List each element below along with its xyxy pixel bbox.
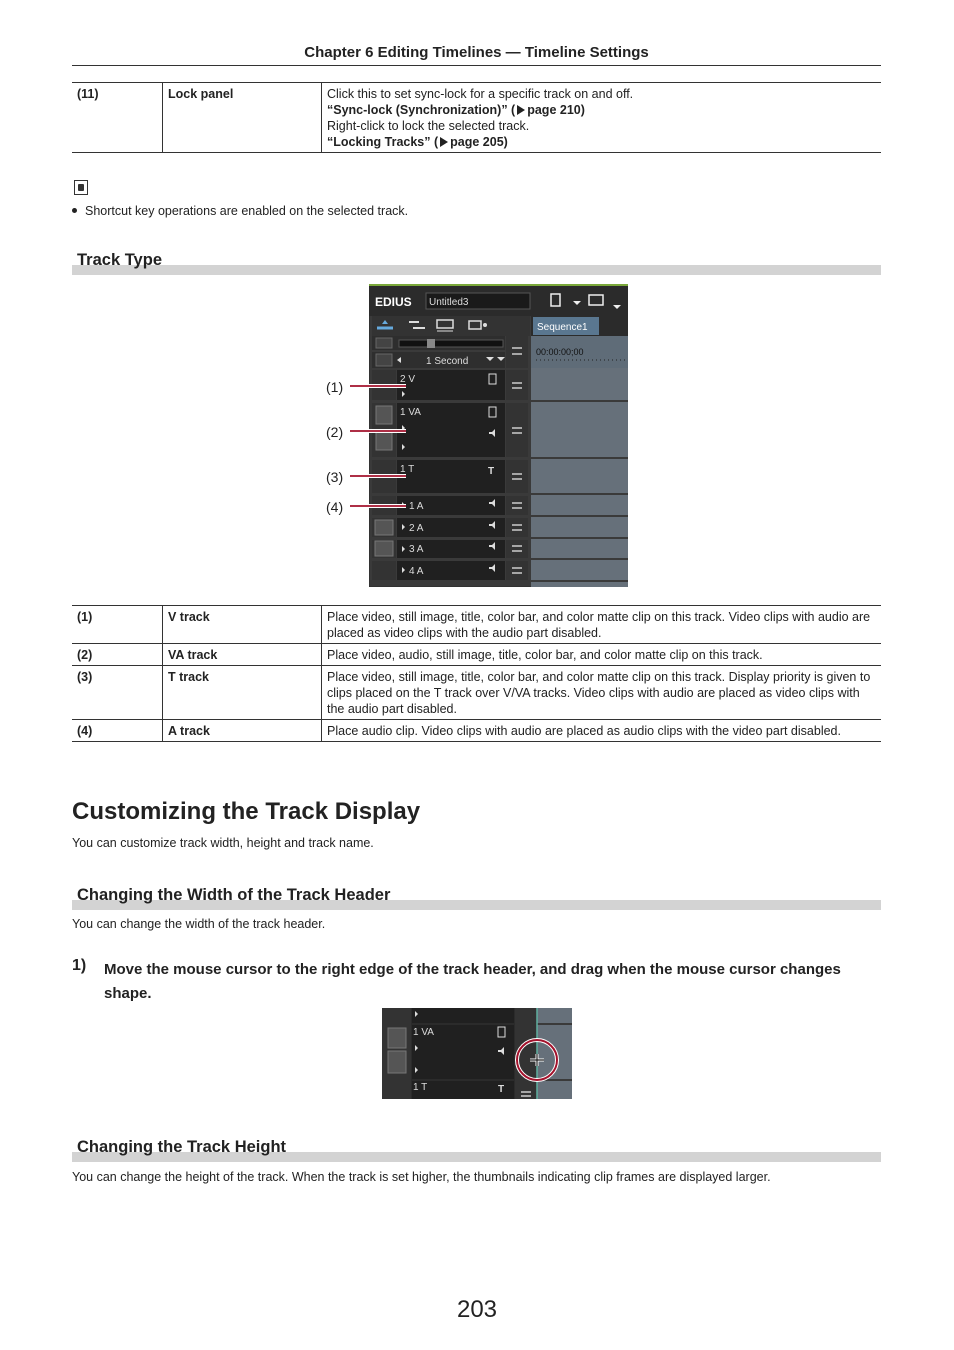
project-name: Untitled3: [429, 297, 469, 308]
svg-text:1 T: 1 T: [400, 464, 415, 475]
callout-2: (2): [326, 424, 344, 440]
step-text: Move the mouse cursor to the right edge of the track header, and drag when the mouse cursor changes shape.: [104, 961, 841, 1002]
callout-lines: [348, 380, 410, 520]
svg-text:3 A: 3 A: [409, 544, 424, 555]
callout-3: (3): [326, 469, 344, 485]
note-icon: [74, 180, 88, 195]
track-header-4a[interactable]: [372, 561, 528, 580]
svg-text:2 V: 2 V: [400, 374, 416, 385]
row-description: Place audio clip. Video clips with audio are placed as audio clips with the video part disabled.: [327, 724, 841, 738]
row-name: V track: [163, 606, 322, 644]
header-resize-screenshot: [382, 1008, 572, 1099]
table-row: [72, 720, 881, 742]
track-header-2a[interactable]: [372, 518, 528, 537]
page-arrow-icon: [517, 105, 525, 115]
ref-link-sync-lock[interactable]: “Sync-lock (Synchronization)” ( page 210): [327, 103, 585, 117]
small-track-1t: 1 T: [413, 1082, 428, 1093]
row-name: T track: [163, 666, 322, 720]
sequence-tab[interactable]: Sequence1: [537, 322, 588, 333]
bullet-icon: [72, 208, 77, 213]
page-number: 203: [456, 1296, 498, 1323]
row-name: A track: [163, 720, 322, 742]
table-row: [72, 666, 881, 720]
timecode-readout: 00:00:00;00: [536, 347, 584, 357]
main-intro: You can customize track width, height and track name.: [72, 836, 374, 850]
callout-4: (4): [326, 499, 344, 515]
row-number: (2): [72, 644, 163, 666]
svg-text:T: T: [498, 1084, 505, 1095]
note-bullet: Shortcut key operations are enabled on the selected track.: [72, 204, 408, 218]
step-number: 1): [72, 957, 87, 974]
track-header-3a[interactable]: [372, 540, 528, 558]
section-title-track-type: Track Type: [77, 251, 162, 269]
table-row: [72, 83, 881, 153]
section-bar: [72, 265, 881, 275]
page-arrow-icon: [440, 137, 448, 147]
row-number: (3): [72, 666, 163, 720]
desc-line: Click this to set sync-lock for a specific track on and off.: [327, 87, 634, 101]
row-number: (11): [72, 83, 163, 153]
ref-link-locking-tracks[interactable]: “Locking Tracks” ( page 205): [327, 135, 508, 149]
svg-text:T: T: [488, 466, 495, 477]
row-description: [322, 83, 882, 153]
row-name: Lock panel: [163, 83, 322, 153]
row-description: Place video, audio, still image, title, color bar, and color matte clip on this track.: [327, 648, 763, 662]
section-title-height: Changing the Track Height: [77, 1138, 287, 1156]
height-intro: You can change the height of the track. When the track is set higher, the thumbnails indicating clip frames are displayed larger.: [72, 1170, 771, 1184]
table-row: [72, 644, 881, 666]
svg-text:4 A: 4 A: [409, 566, 424, 577]
row-number: (4): [72, 720, 163, 742]
edius-logo: EDIUS: [375, 295, 412, 309]
svg-text:2 A: 2 A: [409, 523, 424, 534]
width-intro: You can change the width of the track header.: [72, 917, 326, 931]
row-number: (1): [72, 606, 163, 644]
main-heading: Customizing the Track Display: [72, 798, 421, 825]
table-row: [72, 606, 881, 644]
chapter-header: Chapter 6 Editing Timelines — Timeline Settings: [72, 44, 881, 66]
row-description: Place video, still image, title, color bar, and color matte clip on this track. Video clips with audio are placed as video clips with the audio part disabled.: [327, 610, 871, 640]
svg-text:1 VA: 1 VA: [400, 407, 421, 418]
lock-panel-table: [72, 82, 881, 153]
section-title-width: Changing the Width of the Track Header: [77, 886, 391, 904]
svg-text:1 A: 1 A: [409, 501, 424, 512]
callout-1: (1): [326, 379, 344, 395]
row-description: Place video, still image, title, color bar, and color matte clip on this track. Display priority is given to clips placed on the T track over V/VA tracks. Video clips with audio are placed as video clips with the audio part disabled.: [327, 670, 871, 716]
timescale-label: 1 Second: [426, 356, 469, 367]
track-type-table: [72, 605, 881, 742]
small-track-1va: 1 VA: [413, 1027, 434, 1038]
desc-line: Right-click to lock the selected track.: [327, 119, 530, 133]
row-name: VA track: [163, 644, 322, 666]
